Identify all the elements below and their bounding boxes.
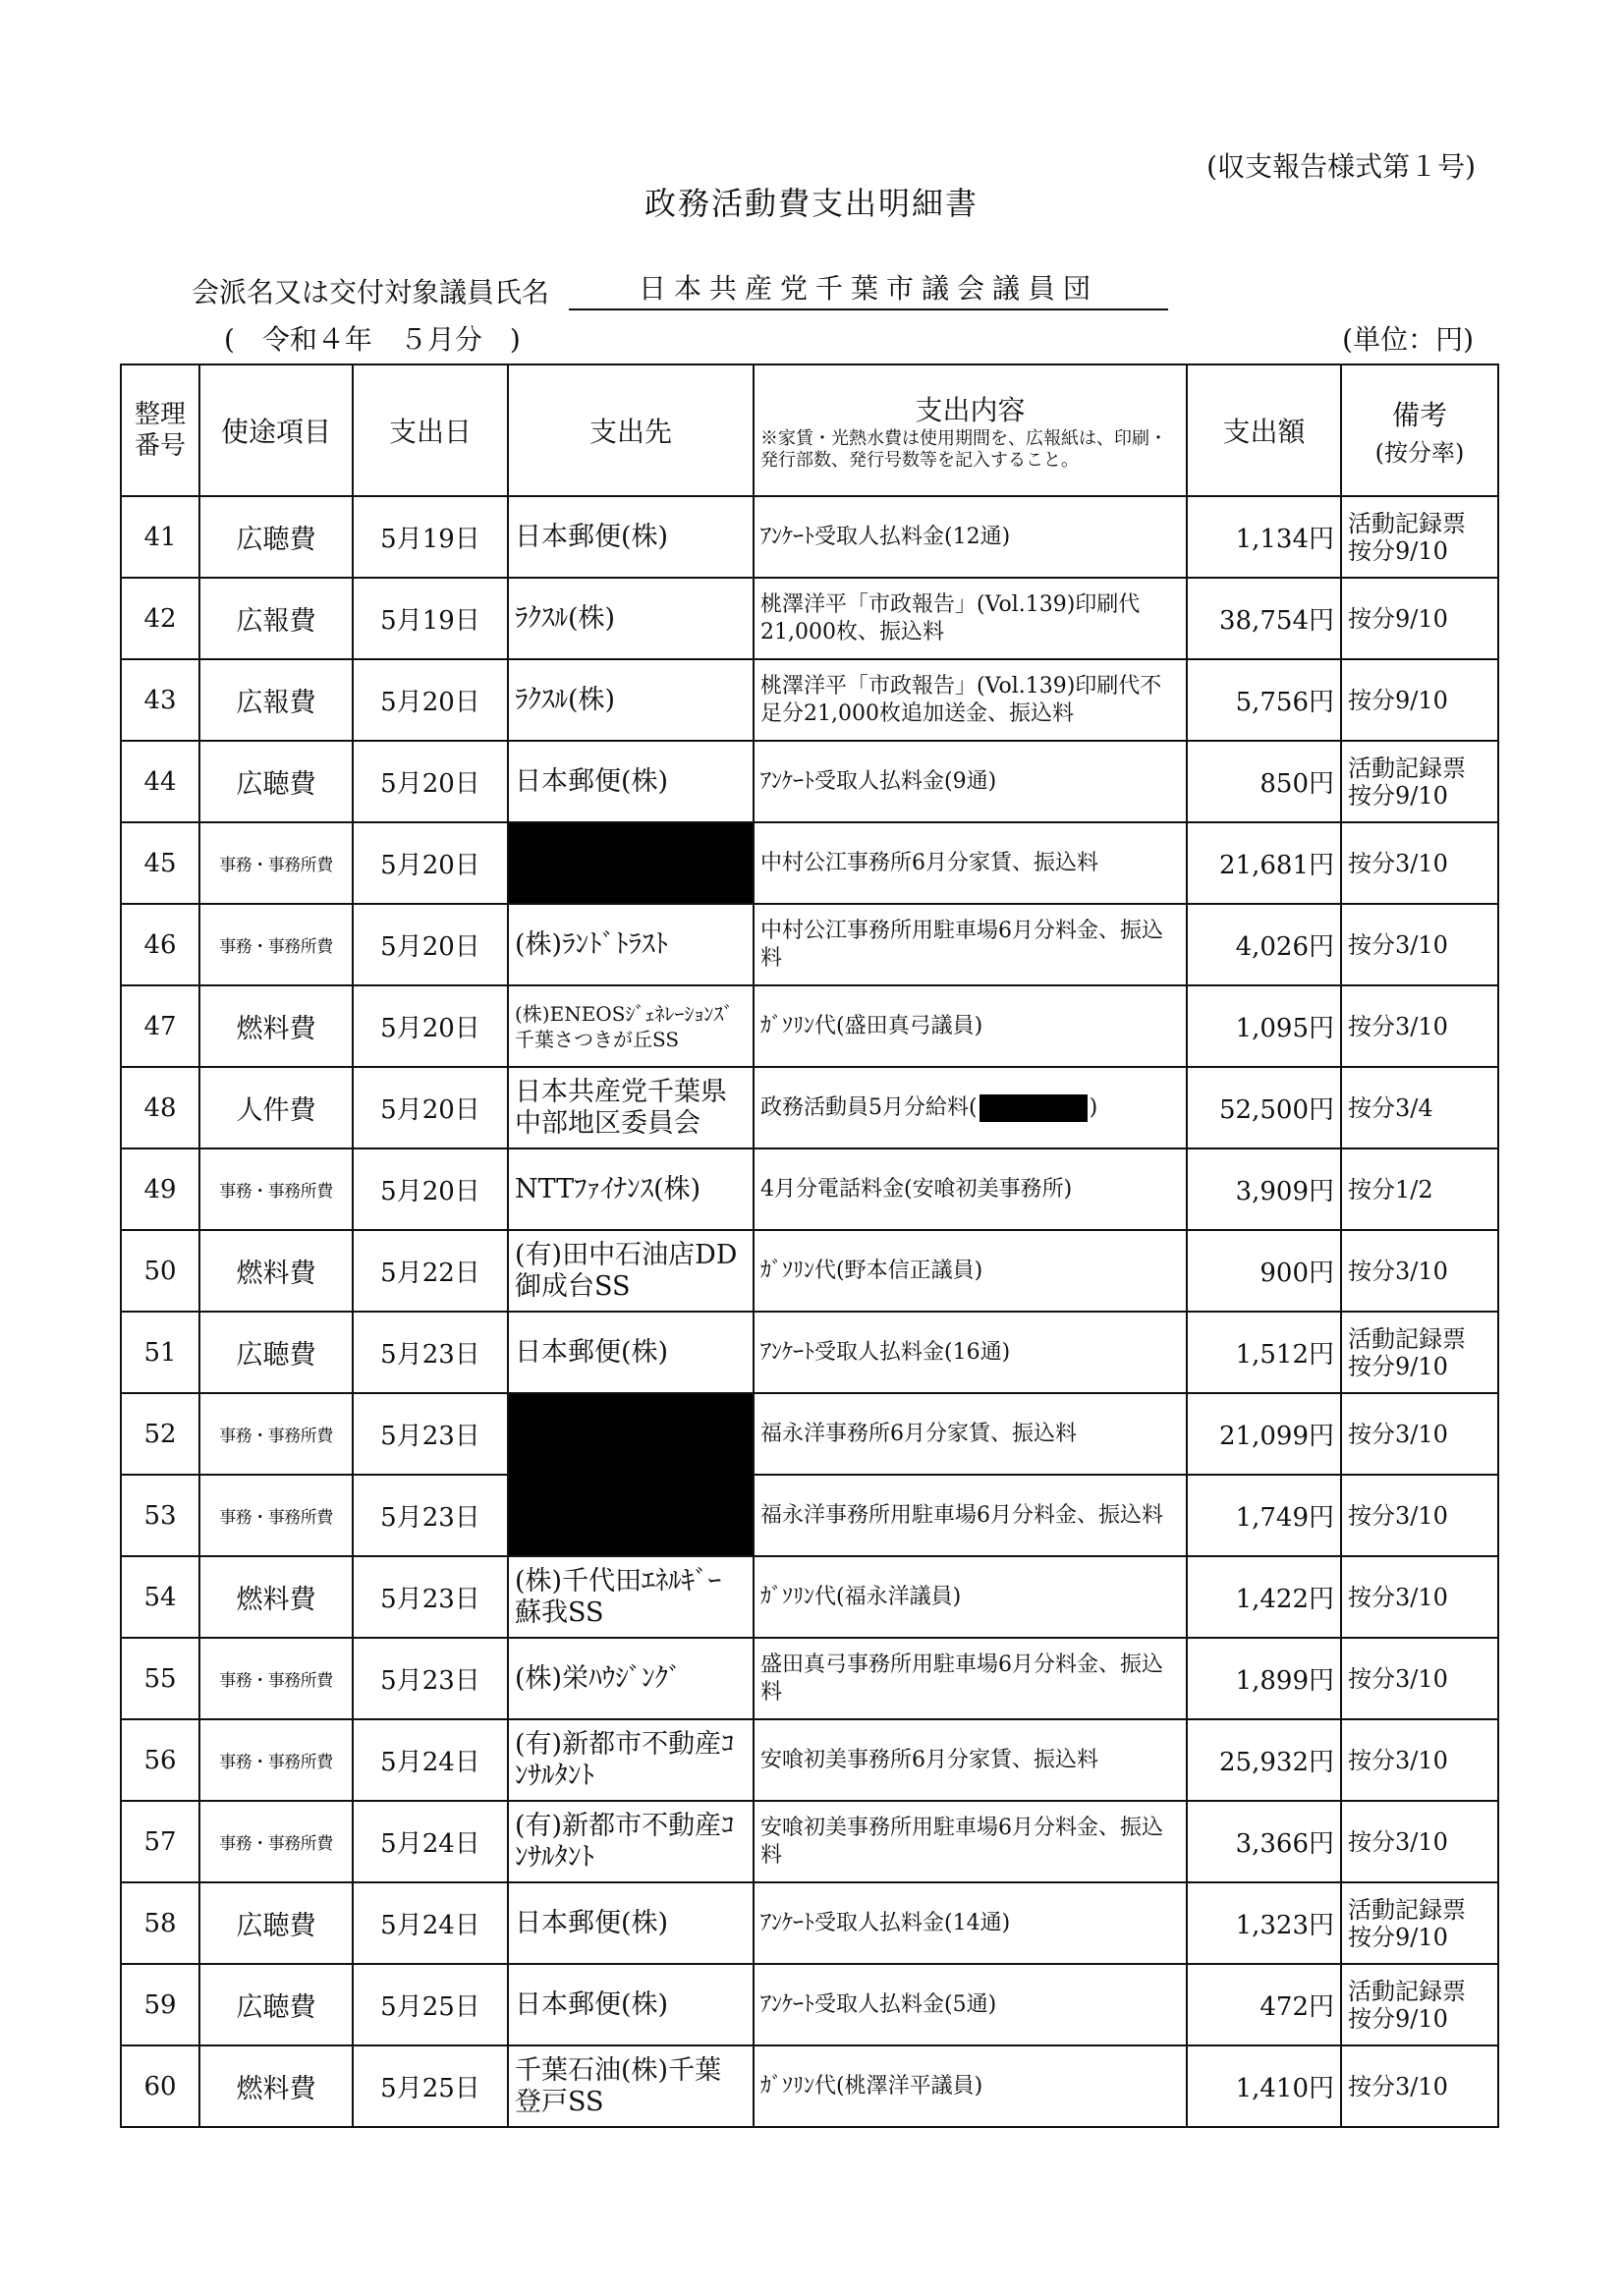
row-remarks: 按分1/2 bbox=[1341, 1148, 1498, 1230]
row-description bbox=[754, 904, 1187, 985]
report-period: ( 令和４年 ５月分 ) bbox=[224, 323, 521, 356]
row-payee: 日本郵便(株) bbox=[508, 1312, 754, 1393]
row-remarks: 按分3/10 bbox=[1341, 1801, 1498, 1882]
document-title: 政務活動費支出明細書 bbox=[644, 185, 979, 222]
row-description-text: ｱﾝｹｰﾄ受取人払料金(5通) bbox=[760, 1991, 997, 2017]
row-amount: 1,323円 bbox=[1187, 1882, 1341, 1964]
table-row bbox=[121, 1475, 1498, 1556]
row-category: 事務・事務所費 bbox=[199, 822, 353, 904]
row-description-text: ｱﾝｹｰﾄ受取人払料金(12通) bbox=[760, 524, 1011, 549]
row-category: 事務・事務所費 bbox=[199, 1638, 353, 1719]
redaction-box bbox=[979, 1094, 1088, 1122]
row-description bbox=[754, 1638, 1187, 1719]
row-number: 42 bbox=[121, 578, 199, 659]
row-category: 事務・事務所費 bbox=[199, 1801, 353, 1882]
row-amount: 52,500円 bbox=[1187, 1067, 1341, 1148]
row-number: 47 bbox=[121, 985, 199, 1067]
row-number: 51 bbox=[121, 1312, 199, 1393]
row-category: 事務・事務所費 bbox=[199, 1719, 353, 1801]
row-remarks: 活動記録票 按分9/10 bbox=[1341, 1312, 1498, 1393]
row-amount: 21,681円 bbox=[1187, 822, 1341, 904]
row-payee: 日本郵便(株) bbox=[508, 741, 754, 822]
row-category: 事務・事務所費 bbox=[199, 904, 353, 985]
row-description bbox=[754, 659, 1187, 741]
row-description-text: 桃澤洋平「市政報告」(Vol.139)印刷代21,000枚、振込料 bbox=[760, 591, 1141, 644]
row-description bbox=[754, 1067, 1187, 1148]
row-description bbox=[754, 741, 1187, 822]
row-payee: (株)ENEOSｼﾞｪﾈﾚｰｼｮﾝｽﾞ千葉さつきが丘SS bbox=[508, 985, 754, 1067]
row-date: 5月20日 bbox=[353, 659, 508, 741]
row-payee: ﾗｸｽﾙ(株) bbox=[508, 578, 754, 659]
row-amount: 850円 bbox=[1187, 741, 1341, 822]
row-description bbox=[754, 1882, 1187, 1964]
row-description-text: 政務活動員5月分給料( bbox=[760, 1094, 978, 1120]
row-date: 5月25日 bbox=[353, 2045, 508, 2127]
header-content-title: 支出内容 bbox=[915, 394, 1026, 426]
row-description-text: ｶﾞｿﾘﾝ代(盛田真弓議員) bbox=[760, 1013, 983, 1038]
table-row bbox=[121, 1556, 1498, 1638]
redacted-payee bbox=[508, 822, 754, 904]
row-number: 46 bbox=[121, 904, 199, 985]
row-date: 5月19日 bbox=[353, 578, 508, 659]
row-payee: 日本郵便(株) bbox=[508, 496, 754, 578]
form-number: (収支報告様式第１号) bbox=[1206, 150, 1476, 183]
row-amount: 1,410円 bbox=[1187, 2045, 1341, 2127]
group-line bbox=[192, 267, 1168, 310]
row-date: 5月23日 bbox=[353, 1638, 508, 1719]
row-category: 広聴費 bbox=[199, 1964, 353, 2045]
row-payee: 千葉石油(株)千葉登戸SS bbox=[508, 2045, 754, 2127]
table-row bbox=[121, 904, 1498, 985]
row-amount: 3,366円 bbox=[1187, 1801, 1341, 1882]
table-row bbox=[121, 2045, 1498, 2127]
row-description-text: ｱﾝｹｰﾄ受取人払料金(14通) bbox=[760, 1910, 1011, 1935]
row-amount: 3,909円 bbox=[1187, 1148, 1341, 1230]
row-description bbox=[754, 985, 1187, 1067]
row-number: 58 bbox=[121, 1882, 199, 1964]
header-no-label: 整理番号 bbox=[134, 400, 186, 461]
row-remarks: 按分9/10 bbox=[1341, 659, 1498, 741]
header-remarks-title: 備考 bbox=[1391, 398, 1447, 431]
table-row bbox=[121, 985, 1498, 1067]
row-date: 5月20日 bbox=[353, 1148, 508, 1230]
row-payee: 日本郵便(株) bbox=[508, 1882, 754, 1964]
row-number: 59 bbox=[121, 1964, 199, 2045]
row-category: 事務・事務所費 bbox=[199, 1475, 353, 1556]
table-row bbox=[121, 1719, 1498, 1801]
row-amount: 1,134円 bbox=[1187, 496, 1341, 578]
row-amount: 4,026円 bbox=[1187, 904, 1341, 985]
row-number: 56 bbox=[121, 1719, 199, 1801]
group-name: 日本共産党千葉市議会議員団 bbox=[569, 267, 1168, 310]
row-remarks: 按分3/10 bbox=[1341, 1230, 1498, 1312]
redacted-payee bbox=[508, 1393, 754, 1556]
row-description-text: ｱﾝｹｰﾄ受取人払料金(9通) bbox=[760, 768, 997, 794]
row-date: 5月22日 bbox=[353, 1230, 508, 1312]
row-description-text: ｶﾞｿﾘﾝ代(野本信正議員) bbox=[760, 1258, 983, 1283]
table-row bbox=[121, 1393, 1498, 1475]
header-amount: 支出額 bbox=[1187, 364, 1341, 496]
row-category: 燃料費 bbox=[199, 985, 353, 1067]
group-label: 会派名又は交付対象議員氏名 bbox=[192, 276, 550, 308]
table-row bbox=[121, 741, 1498, 822]
row-description-text: 中村公江事務所6月分家賃、振込料 bbox=[760, 850, 1098, 875]
row-amount: 472円 bbox=[1187, 1964, 1341, 2045]
row-date: 5月23日 bbox=[353, 1475, 508, 1556]
table-row bbox=[121, 496, 1498, 578]
currency-unit: (単位：円) bbox=[1342, 323, 1474, 356]
row-description bbox=[754, 496, 1187, 578]
table-row bbox=[121, 1638, 1498, 1719]
row-category: 事務・事務所費 bbox=[199, 1148, 353, 1230]
table-row bbox=[121, 822, 1498, 904]
table-row bbox=[121, 1067, 1498, 1148]
row-remarks: 活動記録票 按分9/10 bbox=[1341, 741, 1498, 822]
row-remarks: 按分3/10 bbox=[1341, 2045, 1498, 2127]
row-number: 44 bbox=[121, 741, 199, 822]
row-category: 事務・事務所費 bbox=[199, 1393, 353, 1475]
row-remarks: 活動記録票 按分9/10 bbox=[1341, 1882, 1498, 1964]
row-date: 5月24日 bbox=[353, 1801, 508, 1882]
row-number: 60 bbox=[121, 2045, 199, 2127]
row-category: 燃料費 bbox=[199, 1230, 353, 1312]
row-description-text: ｱﾝｹｰﾄ受取人払料金(16通) bbox=[760, 1339, 1011, 1365]
table-row bbox=[121, 1882, 1498, 1964]
row-remarks: 按分3/10 bbox=[1341, 904, 1498, 985]
row-category: 人件費 bbox=[199, 1067, 353, 1148]
table-row bbox=[121, 659, 1498, 741]
row-date: 5月20日 bbox=[353, 822, 508, 904]
row-date: 5月20日 bbox=[353, 741, 508, 822]
header-date: 支出日 bbox=[353, 364, 508, 496]
header-remarks bbox=[1341, 364, 1498, 496]
row-number: 54 bbox=[121, 1556, 199, 1638]
row-description bbox=[754, 1393, 1187, 1475]
row-category: 広聴費 bbox=[199, 1882, 353, 1964]
row-description bbox=[754, 1964, 1187, 2045]
row-number: 53 bbox=[121, 1475, 199, 1556]
row-remarks: 活動記録票 按分9/10 bbox=[1341, 496, 1498, 578]
row-category: 燃料費 bbox=[199, 1556, 353, 1638]
row-remarks: 按分3/10 bbox=[1341, 1556, 1498, 1638]
row-description bbox=[754, 1475, 1187, 1556]
row-payee: (有)新都市不動産ｺﾝｻﾙﾀﾝﾄ bbox=[508, 1719, 754, 1801]
row-number: 57 bbox=[121, 1801, 199, 1882]
row-number: 41 bbox=[121, 496, 199, 578]
row-amount: 25,932円 bbox=[1187, 1719, 1341, 1801]
row-description bbox=[754, 1719, 1187, 1801]
row-description-text: ｶﾞｿﾘﾝ代(福永洋議員) bbox=[760, 1584, 962, 1609]
row-date: 5月24日 bbox=[353, 1882, 508, 1964]
row-description bbox=[754, 1148, 1187, 1230]
row-number: 43 bbox=[121, 659, 199, 741]
table-body bbox=[121, 496, 1498, 2127]
row-remarks: 按分3/4 bbox=[1341, 1067, 1498, 1148]
row-description-text: 桃澤洋平「市政報告」(Vol.139)印刷代不足分21,000枚追加送金、振込料 bbox=[760, 673, 1162, 726]
row-category: 広報費 bbox=[199, 578, 353, 659]
row-payee: (株)ﾗﾝﾄﾞﾄﾗｽﾄ bbox=[508, 904, 754, 985]
row-number: 48 bbox=[121, 1067, 199, 1148]
row-number: 52 bbox=[121, 1393, 199, 1475]
row-description-text: 安喰初美事務所6月分家賃、振込料 bbox=[760, 1747, 1098, 1772]
header-no bbox=[121, 364, 199, 496]
header-category: 使途項目 bbox=[199, 364, 353, 496]
row-remarks: 按分3/10 bbox=[1341, 1638, 1498, 1719]
row-description bbox=[754, 1801, 1187, 1882]
row-amount: 900円 bbox=[1187, 1230, 1341, 1312]
row-remarks: 按分3/10 bbox=[1341, 985, 1498, 1067]
row-description-text: 盛田真弓事務所用駐車場6月分料金、振込料 bbox=[760, 1652, 1163, 1705]
row-description-tail: ) bbox=[1089, 1094, 1098, 1120]
row-category: 広聴費 bbox=[199, 1312, 353, 1393]
row-date: 5月25日 bbox=[353, 1964, 508, 2045]
row-description-text: 福永洋事務所6月分家賃、振込料 bbox=[760, 1421, 1077, 1446]
header-content-note: ※家賃・光熱水費は使用期間を、広報紙は、印刷・発行部数、発行号数等を記入すること。 bbox=[760, 428, 1167, 471]
row-description-text: 中村公江事務所用駐車場6月分料金、振込料 bbox=[760, 918, 1163, 971]
row-amount: 5,756円 bbox=[1187, 659, 1341, 741]
row-description bbox=[754, 1230, 1187, 1312]
row-payee: 日本郵便(株) bbox=[508, 1964, 754, 2045]
row-description bbox=[754, 1312, 1187, 1393]
row-remarks: 活動記録票 按分9/10 bbox=[1341, 1964, 1498, 2045]
row-amount: 1,422円 bbox=[1187, 1556, 1341, 1638]
row-date: 5月23日 bbox=[353, 1312, 508, 1393]
row-number: 49 bbox=[121, 1148, 199, 1230]
row-remarks: 按分3/10 bbox=[1341, 822, 1498, 904]
row-description bbox=[754, 2045, 1187, 2127]
row-date: 5月23日 bbox=[353, 1393, 508, 1475]
table-row bbox=[121, 1964, 1498, 2045]
row-date: 5月20日 bbox=[353, 985, 508, 1067]
row-description-text: 福永洋事務所用駐車場6月分料金、振込料 bbox=[760, 1502, 1163, 1528]
header-content bbox=[754, 364, 1187, 496]
row-number: 55 bbox=[121, 1638, 199, 1719]
row-remarks: 按分9/10 bbox=[1341, 578, 1498, 659]
row-payee: (株)栄ﾊｳｼﾞﾝｸﾞ bbox=[508, 1638, 754, 1719]
row-amount: 1,749円 bbox=[1187, 1475, 1341, 1556]
row-description-text: ｶﾞｿﾘﾝ代(桃澤洋平議員) bbox=[760, 2073, 983, 2099]
table-row bbox=[121, 1312, 1498, 1393]
row-amount: 1,512円 bbox=[1187, 1312, 1341, 1393]
table-row bbox=[121, 1148, 1498, 1230]
row-date: 5月20日 bbox=[353, 904, 508, 985]
row-description-text: 安喰初美事務所用駐車場6月分料金、振込料 bbox=[760, 1815, 1163, 1868]
row-payee: 日本共産党千葉県中部地区委員会 bbox=[508, 1067, 754, 1148]
row-amount: 1,899円 bbox=[1187, 1638, 1341, 1719]
row-category: 広聴費 bbox=[199, 496, 353, 578]
row-date: 5月24日 bbox=[353, 1719, 508, 1801]
row-number: 50 bbox=[121, 1230, 199, 1312]
header-payee: 支出先 bbox=[508, 364, 754, 496]
row-date: 5月23日 bbox=[353, 1556, 508, 1638]
header-remarks-sub: (按分率) bbox=[1374, 438, 1465, 467]
row-remarks: 按分3/10 bbox=[1341, 1393, 1498, 1475]
row-category: 広報費 bbox=[199, 659, 353, 741]
row-payee: (有)田中石油店DD御成台SS bbox=[508, 1230, 754, 1312]
table-header bbox=[121, 364, 1498, 496]
row-amount: 21,099円 bbox=[1187, 1393, 1341, 1475]
table-row bbox=[121, 1801, 1498, 1882]
table-row bbox=[121, 578, 1498, 659]
row-description bbox=[754, 1556, 1187, 1638]
row-payee: NTTﾌｧｲﾅﾝｽ(株) bbox=[508, 1148, 754, 1230]
expense-table bbox=[120, 364, 1499, 2128]
row-category: 燃料費 bbox=[199, 2045, 353, 2127]
table-row bbox=[121, 1230, 1498, 1312]
row-payee: ﾗｸｽﾙ(株) bbox=[508, 659, 754, 741]
row-remarks: 按分3/10 bbox=[1341, 1719, 1498, 1801]
row-payee: (株)千代田ｴﾈﾙｷﾞｰ蘇我SS bbox=[508, 1556, 754, 1638]
row-description-text: 4月分電話料金(安喰初美事務所) bbox=[760, 1176, 1073, 1202]
row-date: 5月20日 bbox=[353, 1067, 508, 1148]
row-amount: 1,095円 bbox=[1187, 985, 1341, 1067]
row-description bbox=[754, 578, 1187, 659]
row-date: 5月19日 bbox=[353, 496, 508, 578]
row-description bbox=[754, 822, 1187, 904]
row-payee: (有)新都市不動産ｺﾝｻﾙﾀﾝﾄ bbox=[508, 1801, 754, 1882]
row-amount: 38,754円 bbox=[1187, 578, 1341, 659]
row-number: 45 bbox=[121, 822, 199, 904]
row-remarks: 按分3/10 bbox=[1341, 1475, 1498, 1556]
row-category: 広聴費 bbox=[199, 741, 353, 822]
